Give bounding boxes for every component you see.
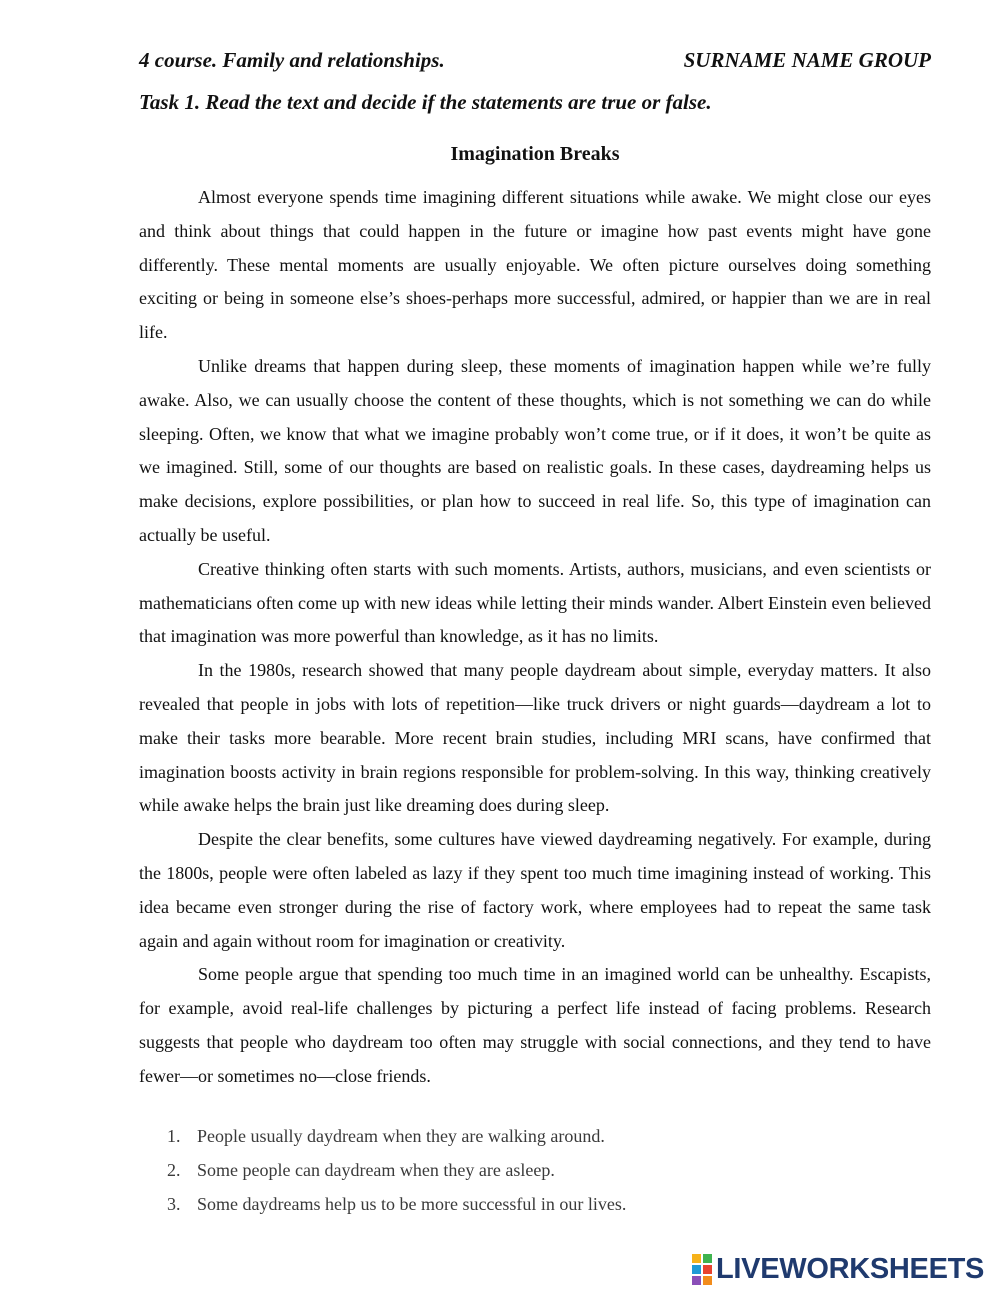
- statement-number: 1.: [167, 1126, 181, 1146]
- paragraph: Despite the clear benefits, some cultures have viewed daydreaming negatively. For example, during the 1800s, people were often labeled as lazy if they spent too much time imagining instead of working. This idea became even stronger during the rise of factory work, where employees had to repeat the same task again and again without room for imagination or creativity.: [139, 829, 931, 951]
- statement-item: [139, 1153, 931, 1187]
- course-title: 4 course. Family and relationships.: [139, 48, 445, 72]
- statement-item: [139, 1187, 931, 1221]
- text-title: Imagination Breaks: [450, 143, 620, 165]
- paragraph: Almost everyone spends time imagining different situations while awake. We might close our eyes and think about things that could happen in the future or imagine how past events might have gone differently. These mental moments are usually enjoyable. We often picture ourselves doing something exciting or being in someone else’s shoes-perhaps more successful, admired, or happier than we are in real life.: [139, 187, 931, 343]
- task-instruction: Task 1. Read the text and decide if the statements are true or false.: [139, 90, 712, 114]
- statement-number: 3.: [167, 1194, 181, 1214]
- statement-item: [139, 1119, 931, 1153]
- reading-text: [139, 181, 931, 1094]
- logo-blocks-icon: [692, 1254, 712, 1285]
- paragraph: Creative thinking often starts with such moments. Artists, authors, musicians, and even scientists or mathematicians often come up with new ideas while letting their minds wander. Albert Einstein even believed that imagination was more powerful than knowledge, as it has no limits.: [139, 558, 931, 647]
- statements-list: [139, 1119, 931, 1221]
- statement-number: 2.: [167, 1160, 181, 1180]
- paragraph: Some people argue that spending too much time in an imagined world can be unhealthy. Escapists, for example, avoid real-life challenges by picturing a perfect life instead of facing problems. Research suggests that people who daydream too often may struggle with social connections, and they tend to have fewer—or sometimes no—close friends.: [139, 964, 931, 1086]
- statement-text: People usually daydream when they are walking around.: [197, 1126, 605, 1146]
- statement-text: Some daydreams help us to be more successful in our lives.: [197, 1194, 627, 1214]
- student-info: SURNAME NAME GROUP: [683, 48, 931, 72]
- statement-text: Some people can daydream when they are asleep.: [197, 1160, 555, 1180]
- liveworksheets-logo: [692, 1254, 984, 1284]
- header-row: [139, 46, 931, 74]
- paragraph: Unlike dreams that happen during sleep, these moments of imagination happen while we’re fully awake. Also, we can usually choose the content of these thoughts, which is not something we can do while sleeping. Often, we know that what we imagine probably won’t come true, or if it does, it won’t be quite as we imagined. Still, some of our thoughts are based on realistic goals. In these cases, daydreaming helps us make decisions, explore possibilities, or plan how to succeed in real life. So, this type of imagination can actually be useful.: [139, 355, 931, 545]
- logo-text: LIVEWORKSHEETS: [716, 1253, 985, 1285]
- paragraph: In the 1980s, research showed that many people daydream about simple, everyday matters. It also revealed that people in jobs with lots of repetition—like truck drivers or night guards—daydream a lot to make their tasks more bearable. More recent brain studies, including MRI scans, have confirmed that imagination boosts activity in brain regions responsible for problem-solving. In this way, thinking creatively while awake helps the brain just like dreaming does during sleep.: [139, 660, 931, 816]
